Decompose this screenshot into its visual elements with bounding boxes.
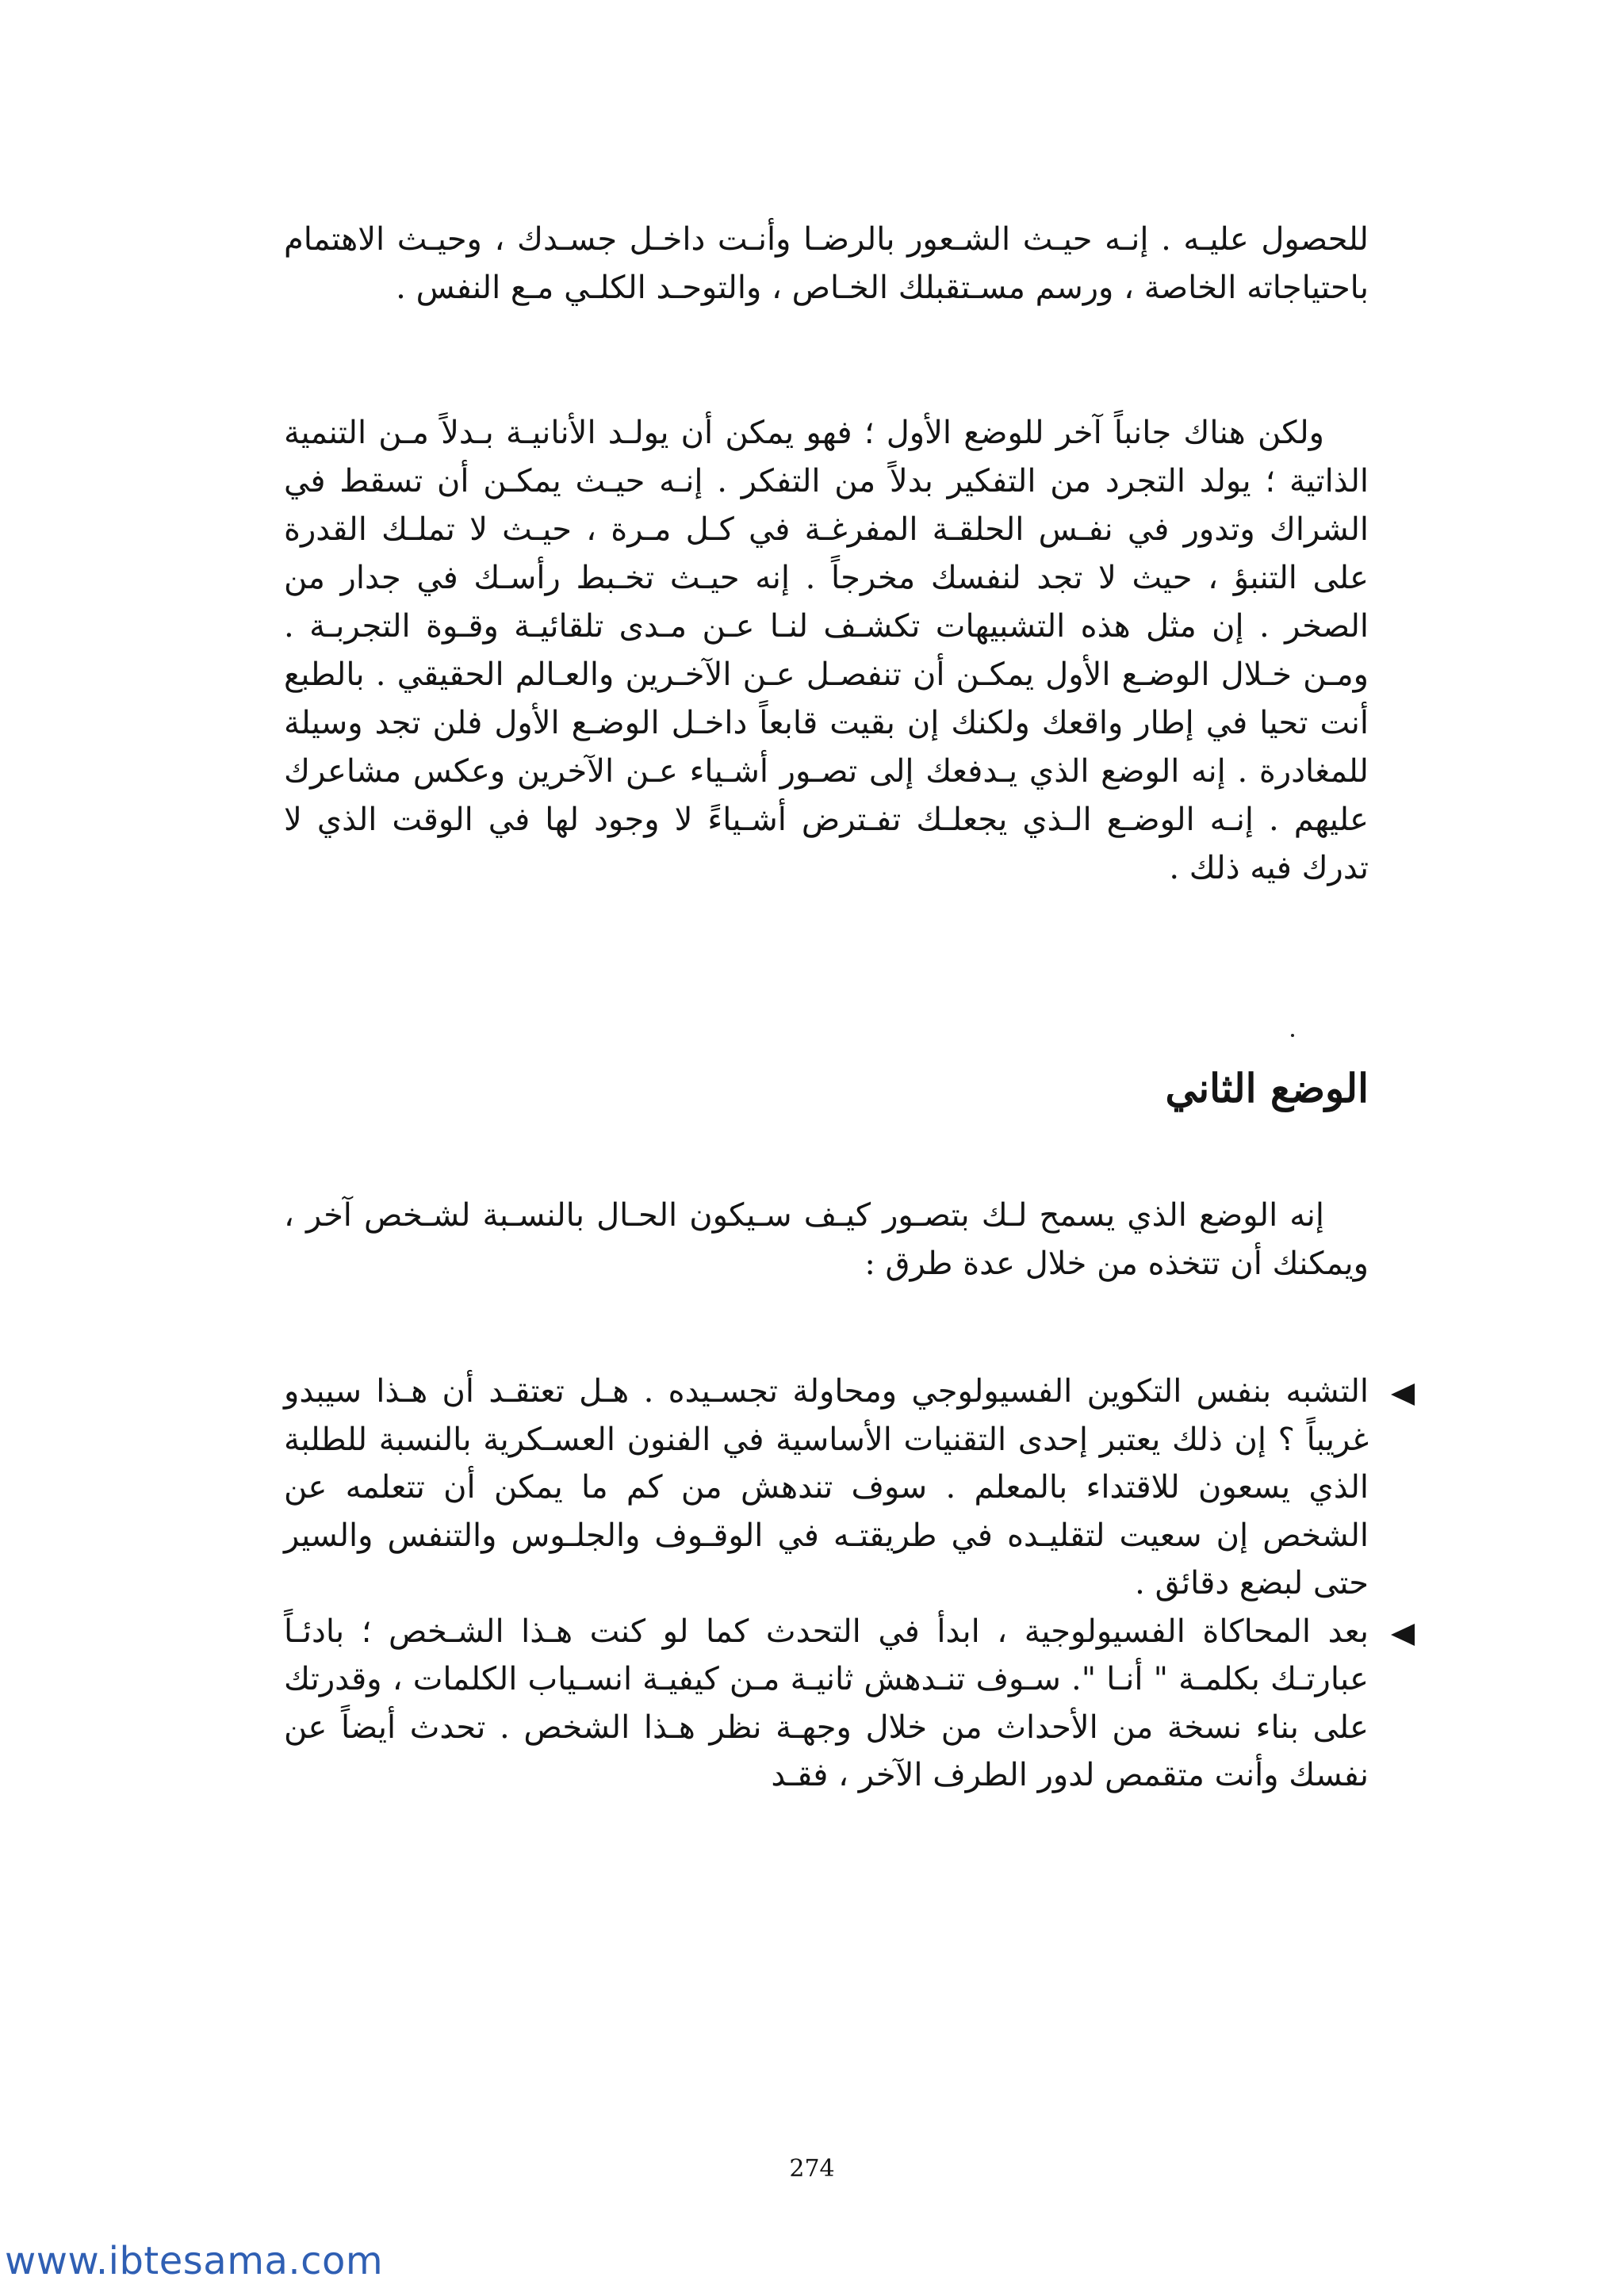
paragraph-text: للحصول عليـه . إنـه حيـث الشـعور بالرضـا وأنـت داخـل جسـدك ، وحيـث الاهتمام باحتياجاته الخاصة ، ورسم مسـتقبلك الخـاص ، والتوحـد الكلـي مـع النفس . xyxy=(284,221,1369,306)
bullet-text: التشبه بنفس التكوين الفسيولوجي ومحاولة تجسـيده . هـل تعتقـد أن هـذا سيبدو غريباً ؟ إن ذلك يعتبر إحدى التقنيات الأساسية في الفنون العسـكرية بالنسبة للطلبة الذي يسعون للاقتداء بالمعلم . سوف تندهش من كم ما يمكن أن تتعلمه عن الشخص إن سعيت لتقليـده في طريقتـه في الوقـوف والجلـوس والتنفس والسير حتى لبضع دقائق . xyxy=(284,1373,1369,1601)
paragraph-text: إنه الوضع الذي يسمح لـك بتصـور كيـف سـيكون الحـال بالنسـبة لشـخص آخر ، ويمكنك أن تتخذه من خلال عدة طرق : xyxy=(284,1197,1369,1282)
bullet-item xyxy=(284,1368,1369,1608)
body-paragraph-2 xyxy=(284,409,1369,893)
stray-dot-mark xyxy=(1291,1034,1294,1037)
bullet-text: بعد المحاكاة الفسيولوجية ، ابدأ في التحدث كما لو كنت هـذا الشـخص ؛ بادئـاً عبارتـك بكلمـة " أنـا ". سـوف تنـدهش ثانيـة مـن كيفيـة انسـياب الكلمات ، وقدرتك على بناء نسخة من الأحداث من خلال وجهـة نظر هـذا الشخص . تحدث أيضاً عن نفسك وأنت متقمص لدور الطرف الآخر ، فقـد xyxy=(284,1613,1369,1793)
paragraph-text: ولكن هناك جانباً آخر للوضع الأول ؛ فهو يمكن أن يولـد الأنانيـة بـدلاً مـن التنمية الذاتية ؛ يولد التجرد من التفكير بدلاً من التفكر . إنـه حيـث يمكـن أن تسقط في الشراك وتدور في نفـس الحلقـة المفرغـة في كـل مـرة ، حيـث لا تملـك القدرة على التنبؤ ، حيث لا تجد لنفسك مخرجاً . إنه حيـث تخـبط رأسـك في جدار من الصخر . إن مثل هذه التشبيهات تكشـف لنـا عـن مـدى تلقائيـة وقـوة التجربـة . ومـن خـلال الوضـع الأول يمكـن أن تنفصـل عـن الآخـرين والعـالم الحقيقي . بالطبع أنت تحيا في إطار واقعك ولكنك إن بقيت قابعاً داخـل الوضـع الأول فلن تجد وسيلة للمغادرة . إنه الوضع الذي يـدفعك إلى تصـور أشـياء عـن الآخرين وعكس مشاعرك عليهم . إنـه الوضـع الـذي يجعلـك تفـترض أشـياءً لا وجود لها في الوقت الذي لا تدرك فيه ذلك . xyxy=(284,415,1369,886)
bullet-list xyxy=(284,1368,1369,1800)
page-number: 274 xyxy=(789,2155,835,2183)
section-intro-paragraph xyxy=(284,1192,1369,1288)
bullet-item xyxy=(284,1608,1369,1800)
left-triangle-icon xyxy=(1391,1624,1415,1646)
left-triangle-icon xyxy=(1391,1383,1415,1406)
body-paragraph-1 xyxy=(284,216,1369,312)
section-heading: الوضع الثاني xyxy=(1165,1065,1369,1112)
site-watermark: www.ibtesama.com xyxy=(5,2239,384,2283)
